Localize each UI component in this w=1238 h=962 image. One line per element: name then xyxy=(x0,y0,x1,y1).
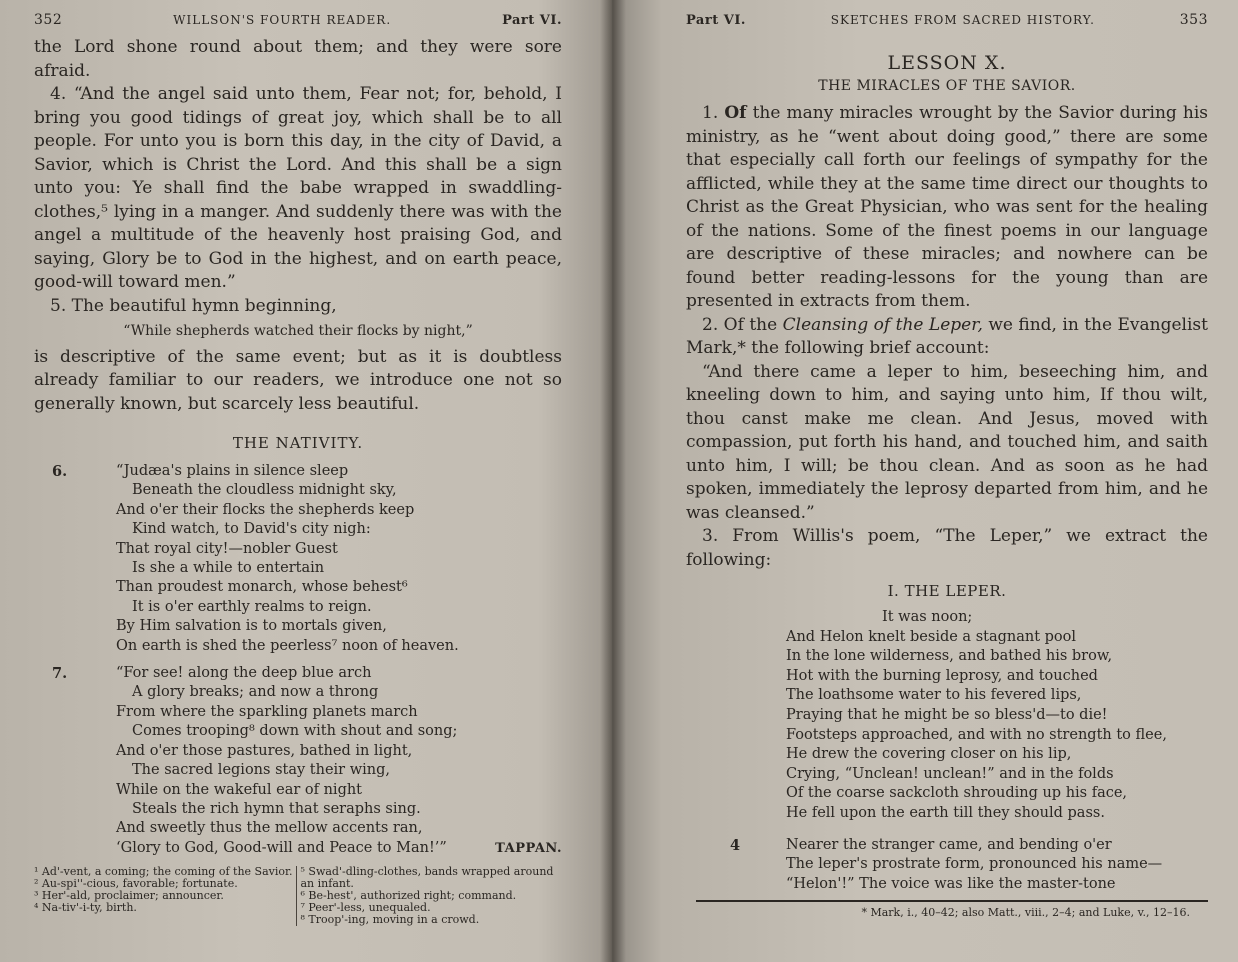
poem-line: A glory breaks; and now a throng xyxy=(132,684,379,701)
left-page-number: 352 xyxy=(34,12,63,28)
right-page-number: 353 xyxy=(1179,12,1208,28)
stanza-7 xyxy=(52,664,562,858)
left-part-label: Part VI. xyxy=(502,13,562,28)
poem-line: The leper's prostrate form, pronounced his name— xyxy=(786,856,1163,873)
left-running-head xyxy=(34,12,562,36)
lesson-subtitle: THE MIRACLES OF THE SAVIOR. xyxy=(818,78,1076,94)
poem-line: “For see! along the deep blue arch xyxy=(116,665,372,682)
poem-title-leper: I. THE LEPER. xyxy=(887,582,1007,600)
footnote-rule xyxy=(696,900,1208,902)
footnote: ⁶ Be-hest', authorized right; command. xyxy=(300,889,517,903)
stanza-number: 6. xyxy=(52,463,68,480)
poem-line: “Judæa's plains in silence sleep xyxy=(116,463,349,479)
paragraph-5-continued: is descriptive of the same event; but as it is doubtless already familiar to our readers, we introduce one not so generally known, but scarcely less beautiful. xyxy=(34,346,562,414)
right-part-label: Part VI. xyxy=(686,13,746,28)
stanza-6 xyxy=(52,462,562,656)
poem-line: He fell upon the earth till they should pass. xyxy=(786,804,1105,821)
footnote: ¹ Ad'-vent, a coming; the coming of the Savior. xyxy=(34,865,293,879)
paragraph-number: 1. xyxy=(702,103,719,123)
poem-line: It was noon; xyxy=(882,609,973,625)
paragraph-3: 3. From Willis's poem, “The Leper,” we extract the following: xyxy=(686,526,1208,570)
poem-line: The loathsome water to his fevered lips, xyxy=(786,687,1082,704)
leper-poem xyxy=(730,608,1208,894)
paragraph-1-text: the many miracles wrought by the Savior during his ministry, as he “went about doing good,” there are some that especially call forth our feelings of sympathy for the afflicted, while they at the same time direct our thoughts to Christ as the Great Physician, who was sent for the healing of the nations. Some of the finest poems in our language are descriptive of these miracles; and nowhere can be found better reading-lessons for the young than are presented in extracts from them. xyxy=(686,103,1208,311)
poem-line: Praying that he might be so bless'd—to die! xyxy=(786,706,1108,723)
footnote: ⁸ Troop'-ing, moving in a crowd. xyxy=(300,913,480,927)
paragraph-5: 5. The beautiful hymn beginning, xyxy=(50,295,337,316)
poem-line: Hot with the burning leprosy, and touched xyxy=(786,667,1098,684)
paragraph-continuation: the Lord shone round about them; and they were sore afraid. xyxy=(34,37,562,81)
paragraph-2-start: 2. Of the xyxy=(702,314,783,335)
book-gutter xyxy=(600,0,626,962)
poem-line: The sacred legions stay their wing, xyxy=(132,762,390,779)
poem-line: Steals the rich hymn that seraphs sing. xyxy=(132,800,421,817)
paragraph-1 xyxy=(686,102,1208,314)
footnote: ³ Her'-ald, proclaimer; announcer. xyxy=(34,889,224,903)
left-running-title: WILLSON'S FOURTH READER. xyxy=(173,13,392,27)
paragraph-2-italic: Cleansing of the Leper, xyxy=(782,314,983,335)
poem-line: It is o'er earthly realms to reign. xyxy=(132,598,372,615)
stanza-number: 4 xyxy=(730,836,741,854)
poem-line: Of the coarse sackcloth shrouding up his face, xyxy=(786,785,1128,802)
left-body-text xyxy=(34,36,562,416)
poem-line: In the lone wilderness, and bathed his brow, xyxy=(786,648,1113,665)
left-footnotes xyxy=(34,866,562,926)
poem-line: And o'er their flocks the shepherds keep xyxy=(116,501,415,518)
poem-line: Comes trooping⁸ down with shout and song; xyxy=(132,723,458,740)
right-running-title: SKETCHES FROM SACRED HISTORY. xyxy=(830,13,1095,27)
poem-line: That royal city!—nobler Guest xyxy=(116,540,338,557)
poem-line-final xyxy=(116,839,562,858)
hymn-quote: “While shepherds watched their flocks by night,” xyxy=(123,323,473,339)
paragraph-2-end: we find, in the Evangelist Mark,* the following brief account: xyxy=(686,314,1208,358)
poem-line: And o'er those pastures, bathed in light, xyxy=(116,742,413,759)
poem-line: Beneath the cloudless midnight sky, xyxy=(132,482,397,499)
right-running-head xyxy=(686,12,1208,36)
poem-line: By Him salvation is to mortals given, xyxy=(116,618,387,635)
poem-stanza-4 xyxy=(730,836,1208,895)
poem-line: Is she a while to entertain xyxy=(132,560,325,577)
poem-line: And sweetly thus the mellow accents ran, xyxy=(116,820,423,837)
scripture-quote: “And there came a leper to him, beseeching him, and kneeling down to him, and saying unto him, If thou wilt, thou canst make me clean. And Jesus, moved with compassion, put forth his hand, and touched him, and saith unto him, I will; be thou clean. And as soon as he had spoken, immediately the leprosy departed from him, and he was cleansed.” xyxy=(686,361,1208,523)
poem-line: Footsteps approached, and with no strength to flee, xyxy=(786,726,1167,743)
poem-line: On earth is shed the peerless⁷ noon of heaven. xyxy=(116,637,459,654)
poem-line: He drew the covering closer on his lip, xyxy=(786,746,1072,763)
poem-line: “Helon'!” The voice was like the master-tone xyxy=(786,875,1116,892)
footnote: ² Au-spi''-cious, favorable; fortunate. xyxy=(34,877,238,891)
poem-line: Nearer the stranger came, and bending o'er xyxy=(786,836,1112,853)
footnote: ⁴ Na-tiv'-i-ty, birth. xyxy=(34,901,137,915)
poem-line: Kind watch, to David's city nigh: xyxy=(132,521,371,538)
poem-line: Crying, “Unclean! unclean!” and in the folds xyxy=(786,765,1114,782)
footnote-column-1 xyxy=(34,866,296,926)
poem-title-nativity: THE NATIVITY. xyxy=(232,434,364,452)
left-page xyxy=(0,0,612,962)
paragraph-2 xyxy=(686,314,1208,361)
right-page xyxy=(612,0,1238,962)
poem-line: ‘Glory to God, Good-will and Peace to Man!’” xyxy=(116,839,447,856)
paragraph-4: 4. “And the angel said unto them, Fear not; for, behold, I bring you good tidings of great joy, which shall be to all people. For unto you is born this day, in the city of David, a Savior, which is Christ the Lord. And this shall be a sign unto you: Ye shall find the babe wrapped in swaddling-clothes,⁵ lying in a manger. And suddenly there was with the angel a multitude of the heavenly host praising God, and saying, Glory be to God in the highest, and on earth peace, good-will toward men.” xyxy=(34,84,562,292)
author-attribution: TAPPAN. xyxy=(495,840,562,856)
poem-line: From where the sparkling planets march xyxy=(116,703,418,720)
stanza-number: 7. xyxy=(52,665,68,683)
right-body-text xyxy=(686,102,1208,572)
poem-line: While on the wakeful ear of night xyxy=(116,781,363,798)
poem-line: Than proudest monarch, whose behest⁶ xyxy=(116,579,408,596)
footnote: ⁷ Peer'-less, unequaled. xyxy=(300,901,431,915)
right-footnote: * Mark, i., 40–42; also Matt., viii., 2–4; and Luke, v., 12–16. xyxy=(861,906,1190,920)
footnote: ⁵ Swad'-dling-clothes, bands wrapped around an infant. xyxy=(300,865,554,891)
footnote-column-2 xyxy=(296,866,563,926)
poem-line: And Helon knelt beside a stagnant pool xyxy=(786,628,1077,645)
first-word: Of xyxy=(724,103,747,123)
lesson-title: LESSON X. xyxy=(887,52,1007,74)
